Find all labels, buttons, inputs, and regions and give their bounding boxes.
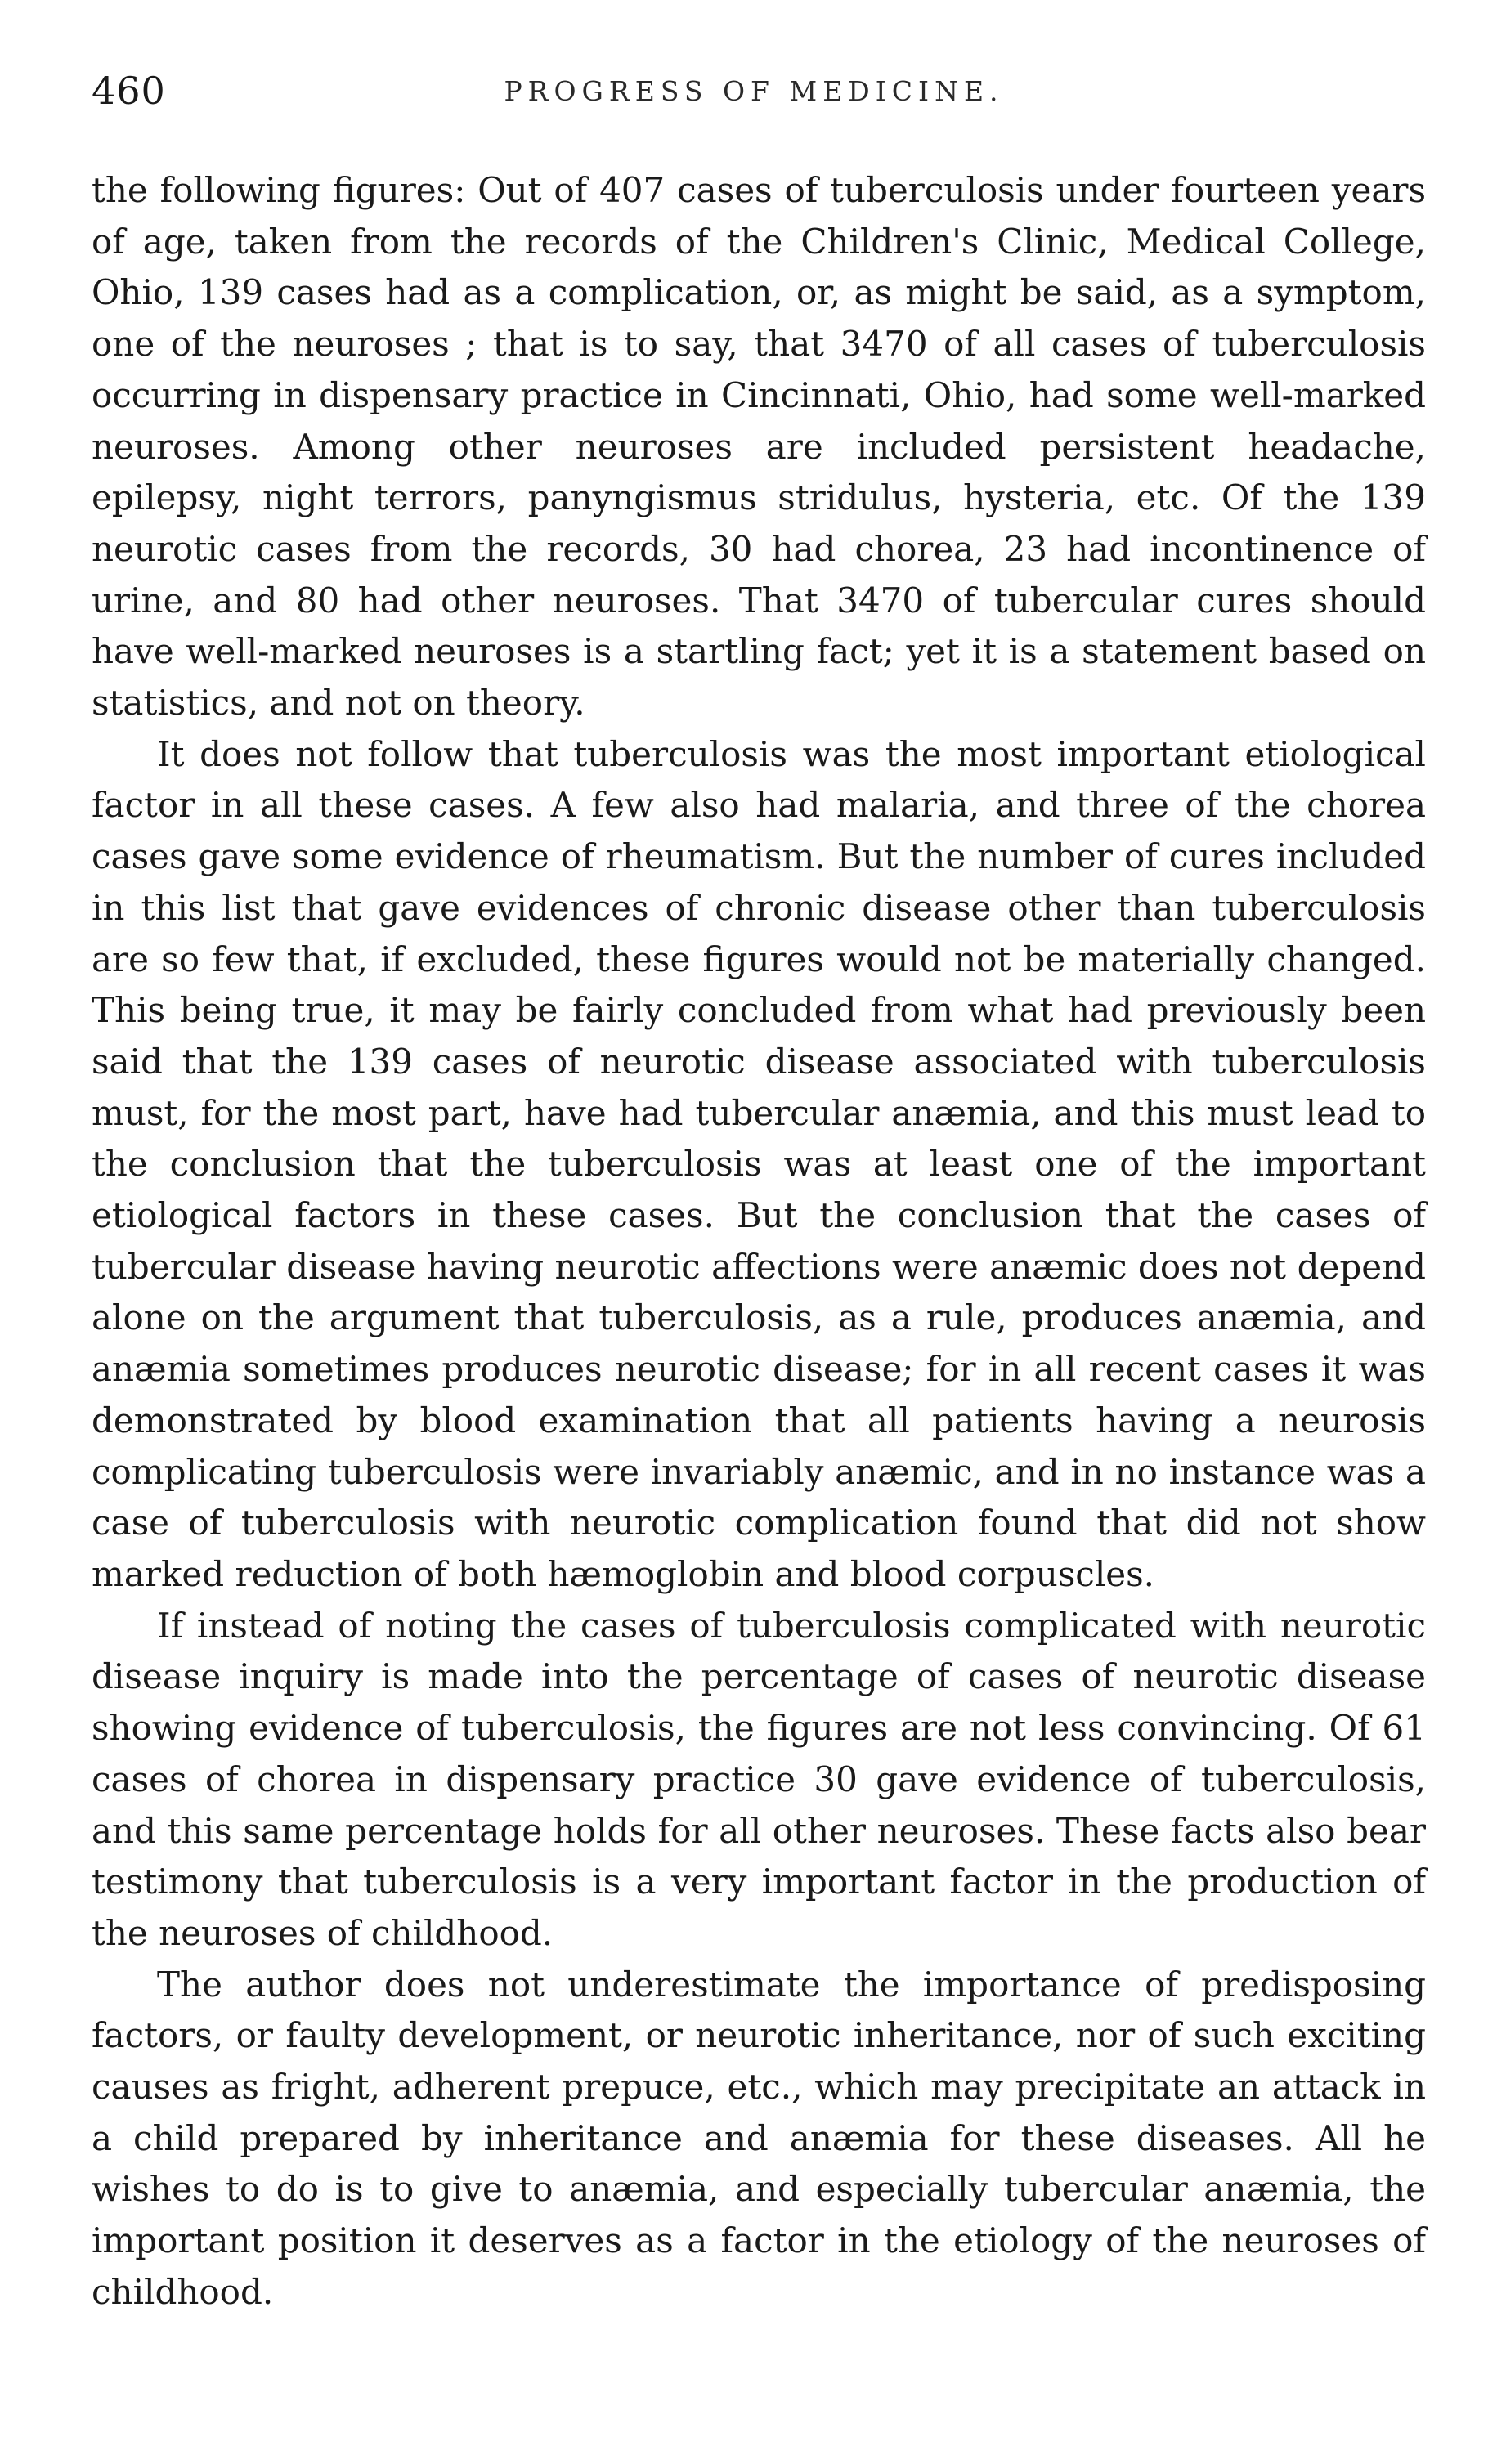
page-number: 460 [92, 69, 166, 113]
paragraph: the following figures: Out of 407 cases of tuberculosis under fourteen years of age, taken from the records of the Children's Clinic, Medical College, Ohio, 139 cases had as a complication, or, as might be said, as a symptom, one of the neuroses ; that is to say, that 3470 of all cases of tuberculosis occurring in dispensary practice in Cincinnati, Ohio, had some well-marked neuroses. Among other neuroses are included persistent headache, epilepsy, night terrors, panyngismus stridulus, hysteria, etc. Of the 139 neurotic cases from the records, 30 had chorea, 23 had incontinence of urine, and 80 had other neuroses. That 3470 of tubercular cures should have well-marked neuroses is a startling fact; yet it is a statement based on statistics, and not on theory. [92, 170, 1426, 724]
paragraph: The author does not underestimate the importance of predisposing factors, or faulty development, or neurotic inheritance, nor of such exciting causes as fright, adherent prepuce, etc., which may precipitate an attack in a child prepared by inheritance and anæmia for these diseases. All he wishes to do is to give to anæmia, and especially tubercular anæmia, the important position it deserves as a factor in the etiology of the neuroses of childhood. [92, 1964, 1426, 2312]
body-text [92, 165, 1426, 2318]
page-header [92, 69, 1416, 126]
paragraph: If instead of noting the cases of tuberculosis complicated with neurotic disease inquiry is made into the percentage of cases of neurotic disease showing evidence of tuberculosis, the figures are not less convincing. Of 61 cases of chorea in dispensary practice 30 gave evidence of tuberculosis, and this same percentage holds for all other neuroses. These facts also bear testimony that tuberculosis is a very important factor in the production of the neuroses of childhood. [92, 1605, 1426, 1953]
running-head: PROGRESS OF MEDICINE. [504, 75, 1004, 107]
paragraph: It does not follow that tuberculosis was the most important etiological factor in all these cases. A few also had malaria, and three of the chorea cases gave some evidence of rheumatism. But the number of cures included in this list that gave evidences of chronic disease other than tuberculosis are so few that, if excluded, these figures would not be materially changed. This being true, it may be fairly concluded from what had previously been said that the 139 cases of neurotic disease associated with tuberculosis must, for the most part, have had tubercular anæmia, and this must lead to the conclusion that the tuberculosis was at least one of the important etiological factors in these cases. But the conclusion that the cases of tubercular disease having neurotic affections were anæmic does not depend alone on the argument that tuberculosis, as a rule, produces anæmia, and anæmia sometimes produces neurotic disease; for in all recent cases it was demonstrated by blood examination that all patients having a neurosis complicating tuberculosis were invariably anæmic, and in no instance was a case of tuberculosis with neurotic complication found that did not show marked reduction of both hæmoglobin and blood corpuscles. [92, 733, 1426, 1594]
